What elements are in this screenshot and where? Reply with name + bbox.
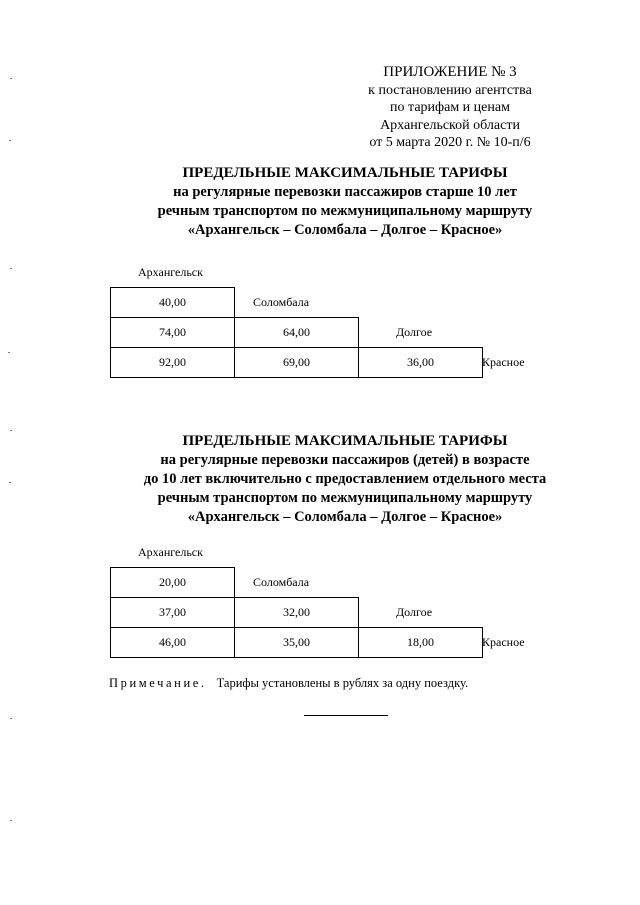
stop-label: Красное [482, 355, 525, 369]
note-label: Примечание. [109, 676, 207, 690]
fare-cell: 69,00 [234, 347, 359, 378]
appendix-line: от 5 марта 2020 г. № 10-п/6 [369, 135, 531, 150]
section2-heading [60, 432, 630, 527]
appendix-line: Архангельской области [380, 117, 520, 133]
scan-speck [10, 820, 12, 821]
scan-speck [10, 718, 12, 719]
heading-line: на регулярные перевозки пассажиров (детей) в возрасте [160, 452, 530, 468]
fare-cell: 32,00 [234, 597, 359, 628]
stop-label: Красное [482, 635, 525, 649]
appendix-block [340, 64, 560, 152]
fare-cell: 37,00 [110, 597, 235, 628]
heading-title: ПРЕДЕЛЬНЫЕ МАКСИМАЛЬНЫЕ ТАРИФЫ [182, 433, 508, 449]
heading-line: речным транспортом по межмуниципальному маршруту [157, 490, 533, 506]
scan-speck [10, 430, 12, 431]
fare-cell: 46,00 [110, 627, 235, 658]
fare-cell: 36,00 [358, 347, 483, 378]
heading-line: речным транспортом по межмуниципальному маршруту [157, 203, 533, 219]
fare-cell: 18,00 [358, 627, 483, 658]
scan-speck [8, 352, 10, 353]
scan-speck [10, 268, 12, 269]
stop-label: Соломбала [253, 295, 310, 309]
start-stop-label: Архангельск [138, 265, 203, 279]
fare-cell: 20,00 [110, 567, 235, 598]
appendix-title: ПРИЛОЖЕНИЕ № 3 [383, 64, 517, 80]
note [109, 676, 468, 691]
stop-label: Долгое [396, 325, 433, 339]
fare-cell: 35,00 [234, 627, 359, 658]
start-stop-label: Архангельск [138, 545, 203, 559]
fare-cell: 74,00 [110, 317, 235, 348]
closing-rule [304, 715, 388, 716]
scan-speck [9, 140, 11, 141]
heading-line: «Архангельск – Соломбала – Долгое – Красное» [187, 222, 503, 238]
heading-line: до 10 лет включительно с предоставлением отдельного места [143, 471, 547, 487]
note-text: Тарифы установлены в рублях за одну поездку. [216, 676, 469, 690]
stop-label: Долгое [396, 605, 433, 619]
appendix-line: к постановлению агентства [368, 82, 532, 98]
heading-line: «Архангельск – Соломбала – Долгое – Красное» [187, 509, 503, 525]
scan-speck [10, 78, 12, 79]
appendix-line: по тарифам и ценам [390, 100, 510, 115]
heading-title: ПРЕДЕЛЬНЫЕ МАКСИМАЛЬНЫЕ ТАРИФЫ [182, 165, 508, 181]
section1-heading [60, 164, 630, 240]
heading-line: на регулярные перевозки пассажиров старше 10 лет [173, 184, 517, 200]
scan-speck [9, 482, 11, 483]
fare-cell: 64,00 [234, 317, 359, 348]
stop-label: Соломбала [253, 575, 310, 589]
fare-cell: 92,00 [110, 347, 235, 378]
fare-cell: 40,00 [110, 287, 235, 318]
